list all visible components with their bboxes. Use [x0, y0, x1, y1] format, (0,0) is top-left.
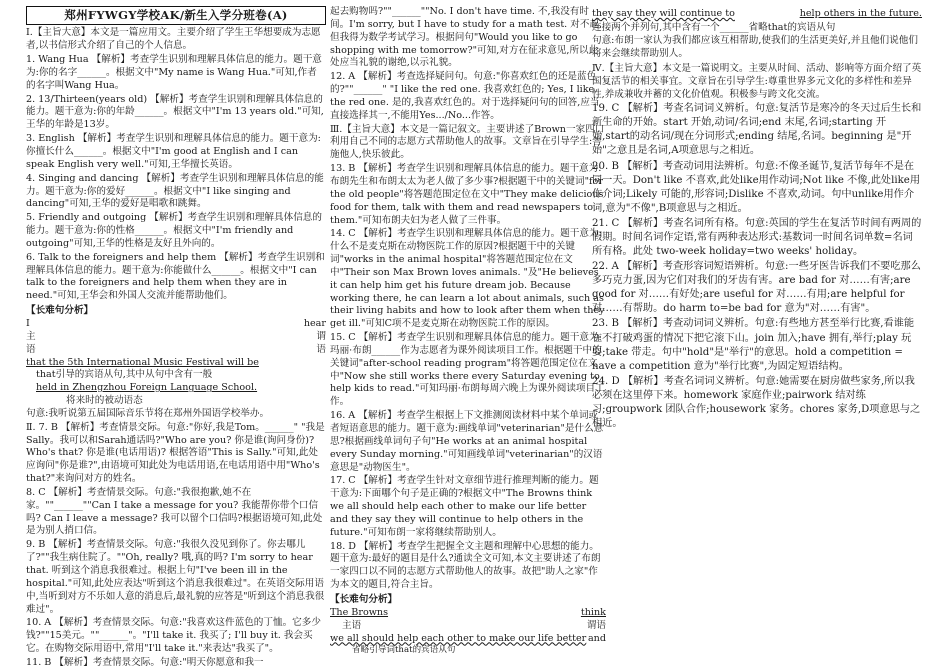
label-predicate: 谓 [316, 330, 326, 342]
answer-item-9: 9. B 【解析】考查情景交际。句意:"我很久没见到你了。你去哪儿了?""我生病住院了。""Oh, really? 哦,真的吗? I'm sorry to hear that. 听到这个消息我很难过。根据上句"I've been ill in the hospital."可知,此处应表达"听到这个消息我很难过"。在英语交际用语中,当听到对方不乐如人意的消息后,最礼貌的应答是"听到这个消息我很难过"。 [26, 539, 325, 615]
column-middle [330, 6, 606, 666]
answer-item-11: 11. B 【解析】考查情景交际。句意:"明天你愿意和我一 [26, 656, 264, 666]
answer-item-6: 6. Talk to the foreigners and help them 【解析】考查学生识别和理解具体信息的能力。题干意为:你能做什么______。根据文中"I can talk to the foreigners and help them when they are in need."可知,王华会和外国人交流并能帮助他们。 [26, 251, 325, 302]
answer-item-24: 24. D 【解析】考查名词词义辨析。句意:她需要在厨房做些家务,所以我必须在这里停下来。homework 家庭作业;pairwork 结对练习;groupwork 团队合作;housework 家务。chores 家务,D项意思与之相近。 [592, 375, 921, 429]
answer-item-22: 22. A 【解析】考查形容词短语辨析。句意:一些牙医告诉我们不要吃那么多巧克力蛋,因为它们对我们的牙齿有害。are bad for 对……有害;are good for 对……有好处;are useful for 对……有用;are helpful for 对……有帮助。do harm to=be bad for 意为"对……有害"。 [592, 261, 921, 315]
label-and: and [587, 632, 606, 644]
answer-item-3: 3. English 【解析】考查学生识别和理解具体信息的能力。题干意为:你擅长什么______。根据文中"I'm good at English and I can speak English very well."可知,王华擅长英语。 [26, 133, 321, 170]
answer-item-11-cont: 起去购物吗?""______""No. I don't have time. 不,我没有时间。I'm sorry, but I have to study for a math test. 对不起,但我得为数学考试学习。根据问句"Would you like to go shopping with me tomorrow?"可知,对方在征求意见,所以此处应当礼貌的谢绝,以示礼貌。 [330, 6, 603, 69]
long-sentence-translation: 句意:我听说第五届国际音乐节将在郑州外国语学校举办。 [26, 407, 270, 419]
section-4-intro: Ⅳ.【主旨大意】本文是一篇说明文。主要从时间、活动、影响等方面介绍了英国复活节的相关事宜。文章旨在引导学生:尊重世界多元文化的多样性和差异性,养成兼收并蓄的文化价值观。积极参与跨文化交流。 [592, 62, 922, 101]
answer-item-10: 10. A 【解析】考查情景交际。句意:"我喜欢这件蓝色的丁恤。它多少钱?""15美元。""______"。"I'll take it. 我买了; I'll buy it. 我会买它。在购物交际用语中,常用"I'll take it."来表达"我买了"。 [26, 617, 321, 655]
label-i: I [26, 317, 30, 329]
section-3-intro: Ⅲ.【主旨大意】本文是一篇记叙文。主要讲述了Brown一家四口利用自己不同的志愿方式帮助他人的故事。文章旨在引导学生:善施他人,快乐彼此。 [330, 123, 605, 161]
label-subject-2: 主语 [342, 619, 362, 631]
answer-item-13: 13. B 【解析】考查学生识别和理解具体信息的能力。题干意为:布朗先生和布朗太太为老人做了多少事?根据题干中的关键词"for the old people"将答题范围定位在文中"They make delicious food for them, talk with them and read newspapers to them."可知布朗夫妇为老人做了三件事。 [330, 163, 604, 226]
long-sentence-title: 【长难句分析】 [26, 305, 94, 317]
continued-sentence-row [592, 8, 922, 21]
column-left [26, 6, 326, 666]
label-clause: we all should help each other to make our life better [330, 632, 587, 644]
answer-item-4: 4. Singing and dancing 【解析】考查学生识别和理解具体信息的能力。题干意为:你的爱好______。根据文中"I like singing and dancing"可知,王华的爱好是唱歌和跳舞。 [26, 172, 324, 210]
long-sentence-row-labels [330, 620, 606, 633]
answer-item-12: 12. A 【解析】考查选择疑问句。句意:"你喜欢红色的还是蓝色的?""______" "I like the red one. 我喜欢红色的; Yes, I like the red one. 是的,我喜欢红色的。对于选择疑问句的回答,应当直接选择其一,不能用Yes.../No...作答。 [330, 71, 600, 121]
answer-item-2: 2. 13/Thirteen(years old) 【解析】考查学生识别和理解具体信息的能力。题干意为:你的年龄______。根据文中"I'm 13 years old."可知,王华的年龄是13岁。 [26, 93, 324, 131]
long-sentence-title-2: 【长难句分析】 [330, 593, 398, 605]
answer-item-19: 19. C 【解析】考查名词词义辨析。句意:复活节是寒冷的冬天过后生长和新生命的开始。start 开始,动词/名词;end 末尾,名词;starting 开始,start的动名词/现在分词形式;ending 结尾,名词。beginning 是"开始"之意且是名词,A项意思与之相近。 [592, 103, 922, 157]
answer-item-16: 16. A 【解析】考查学生根据上下文推测阅读材料中某个单词或者短语意思的能力。题干意为:画线单词"veterinarian"是什么意思?根据画线单词句子句"He works at an animal hospital every Sunday morning."可知画线单词"veterinarian"的汉语意思是"动物医生"。 [330, 410, 604, 473]
long-sentence-clause-2: held in Zhengzhou Foreign Language School. [36, 382, 258, 394]
label-predicate-3: 谓语 [586, 619, 606, 631]
label-hear: hear [303, 317, 326, 329]
long-sentence-note-2: 将来时的被动语态 [66, 395, 143, 407]
answer-item-17: 17. C 【解析】考查学生针对文章细节进行推理判断的能力。题干意为:下面哪个句子是正确的?根据文中"The Browns think we all should help each other to make our life better and they say they will continue to help others in the future."可知布朗一家将继续帮助别人。 [330, 475, 599, 538]
clause-help-others: help others in the future. [799, 8, 922, 19]
clause-they-say: they say they will continue to [592, 8, 735, 19]
long-sentence-row-2 [26, 331, 326, 344]
long-sentence-note-1: that引导的宾语从句,其中从句中含有一般 [36, 369, 213, 381]
answer-item-8: 8. C 【解析】考查情景交际。句意:"我很抱歉,她不在家。""______""Can I take a message for you? 我能帮你带个口信吗? Can I leave a message? 我可以留个口信吗?根据语境可知,此处是为别人捎口信。 [26, 486, 323, 537]
label-clause-note: 省略引导词that的宾语从句 [352, 645, 456, 656]
answer-item-14: 14. C 【解析】考查学生识别和理解具体信息的能力。题干意为:什么不是麦克斯在动物医院工作的原因?根据题干中的关键词"works in the animal hospital"将答题范围定位在文中"Their son Max Brown loves animals. "及"He believes it can help him get his future dream job. Because working there, he can learn a lot about animals, such as their living habits and how to look after them when they get ill."可知C项不是麦克斯在动物医院工作的原因。 [330, 228, 605, 330]
long-sentence-row-1 [26, 318, 326, 331]
continued-sentence-note: 连接两个并列句,其中含有一个______省略that的宾语从句 [592, 21, 836, 33]
continued-translation: 句意:布朗一家认为我们都应该互相帮助,使我们的生活更美好,并且他们说他们将来会继续帮助别人。 [592, 35, 918, 60]
answer-item-7: Ⅱ. 7. B 【解析】考查情景交际。句意:"你好,我是Tom。______" "我是Sally。我可以和Sarah通话吗?"Who are you? 你是谁(询问身份)? Who's that? 你是谁(电话用语)? 根据答语"This is Sally."可知,此处应询问"你是谁?",由语境可知此处为电话用语,在电话用语中用"Who's that?"来询问对方的姓名。 [26, 421, 325, 485]
answer-item-20: 20. B 【解析】考查动词用法辨析。句意:不像圣诞节,复活节每年不是在同一天。Don't like 不喜欢,此处like用作动词;Not like 不像,此处like用作介词;Likely 可能的,形容词;Dislike 不喜欢,动词。句中unlike用作介词,意为"不像",B项意思与之相近。 [592, 160, 921, 214]
answer-item-23: 23. B 【解析】考查动词词义辨析。句意:有些地方甚至举行比赛,看谁能在不打破鸡蛋的情况下把它滚下山。join 加入;have 拥有,举行;play 玩耍;take 带走。句中"hold"是"举行"的意思。hold a competition = have a competition 意为"举行比赛",为固定短语结构。 [592, 318, 915, 372]
answer-item-1: 1. Wang Hua 【解析】考查学生识别和理解具体信息的能力。题干意为:你的名字______。根据文中"My name is Wang Hua."可知,作者的名字叫Wang Hua。 [26, 54, 322, 91]
long-sentence-clause-1: that the 5th International Music Festival will be [26, 356, 259, 368]
section-1-intro: Ⅰ.【主旨大意】本文是一篇应用文。主要介绍了学生王华想要成为志愿者,以书信形式介绍了自己的个人信息。 [26, 27, 321, 52]
label-think: think [580, 606, 606, 618]
page-title: 郑州FYWGY学校AK/新生入学分班卷(A) [26, 6, 326, 25]
long-sentence-row-clause [330, 633, 606, 646]
answer-item-15: 15. C 【解析】考查学生识别和理解具体信息的能力。题干意为:玛丽·布朗______作为志愿者为课外阅读项目工作。根据题干中的关键词"after-school reading program"将答题范围定位在文中"Now she still works there every Saturday evening to help kids to read."可知玛丽·布朗每周六晚上为课外阅读项目工作。 [330, 332, 605, 408]
answer-item-21: 21. C 【解析】考查名词所有格。句意:英国的学生在复活节时间有两周的假期。时间名词作定语,常有两种表达形式:基数词一时间名词单数=名词所有格。此处 two-week holiday=two weeks' holiday。 [592, 217, 922, 258]
answer-item-18: 18. D 【解析】考查学生把握全文主题和理解中心思想的能力。题干意为:最好的题目是什么?通读全文可知,本文主要讲述了布朗一家四口以不同的志愿方式帮助他人的故事。故把"助人之家"作为本文的题目,符合主旨。 [330, 540, 601, 591]
column-right [592, 8, 922, 668]
long-sentence-row-3 [26, 344, 326, 357]
long-sentence-row-browns [330, 607, 606, 620]
answer-item-5: 5. Friendly and outgoing 【解析】考查学生识别和理解具体信息的能力。题干意为:你的性格______。根据文中"I'm friendly and outgoing"可知,王华的性格是友好且外向的。 [26, 212, 322, 249]
label-subject: 主 [26, 330, 36, 342]
label-object: 语 [26, 343, 36, 355]
label-the-browns: The Browns [330, 606, 389, 618]
label-predicate-2: 语 [316, 343, 326, 355]
